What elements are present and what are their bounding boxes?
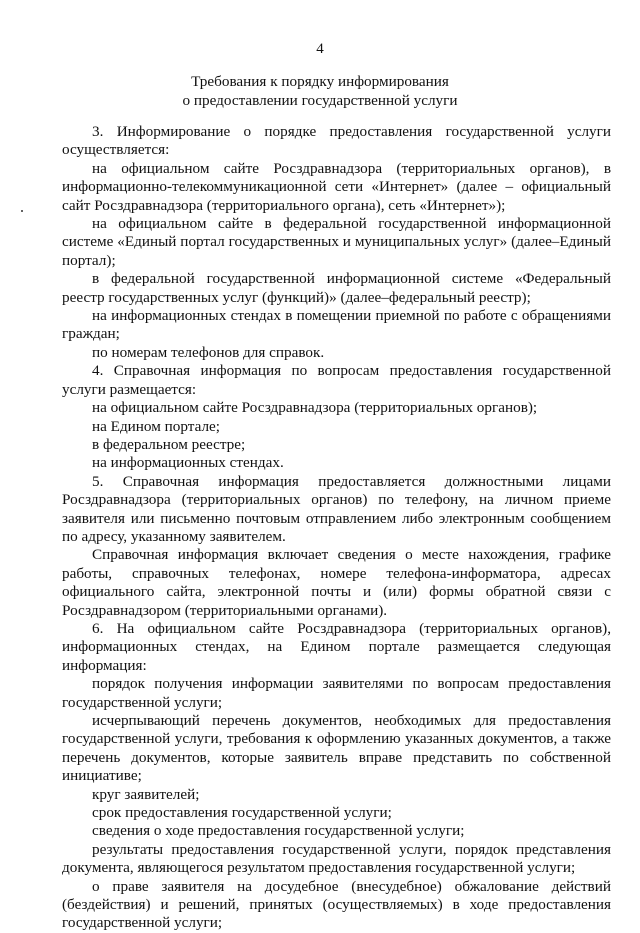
- section-title-line-2: о предоставлении государственной услуги: [182, 92, 458, 109]
- paragraph: на официальном сайте Росздравнадзора (территориальных органов);: [92, 399, 538, 417]
- paragraph: на Едином портале;: [92, 417, 220, 435]
- document-body: [62, 123, 611, 933]
- margin-mark: [21, 210, 23, 212]
- paragraph: на информационных стендах.: [92, 454, 284, 472]
- paragraph: 5. Справочная информация предоставляется должностными лицами Росздравнадзора (территориальных органов) по телефону, на личном приеме заявителя или письменно почтовым отправлением либо электронным сообщением по адресу, указанному заявителем.: [62, 472, 611, 545]
- page-number: 4: [316, 41, 324, 57]
- paragraph: результаты предоставления государственной услуги, порядок представления документа, являющегося результатом предоставления государственной услуги;: [62, 840, 611, 877]
- paragraph: Справочная информация включает сведения о месте нахождения, графике работы, справочных телефонах, номере телефона-информатора, адресах официального сайта, электронной почты и (или) формы обратной связи с Росздравнадзором (территориальными органами).: [62, 546, 611, 619]
- paragraph: в федеральном реестре;: [92, 435, 246, 453]
- paragraph: 6. На официальном сайте Росздравнадзора (территориальных органов), информационных стендах, на Едином портале размещается следующая информация:: [62, 619, 611, 674]
- paragraph: на официальном сайте в федеральной государственной информационной системе «Единый портал государственных и муниципальных услуг» (далее–Единый портал);: [62, 215, 611, 269]
- section-title: [0, 72, 640, 110]
- paragraph: 3. Информирование о порядке предоставления государственной услуги осуществляется:: [62, 123, 611, 159]
- paragraph: 4. Справочная информация по вопросам предоставления государственной услуги размещается:: [62, 362, 611, 398]
- section-title-line-1: Требования к порядку информирования: [191, 73, 449, 90]
- paragraph: в федеральной государственной информационной системе «Федеральный реестр государственных услуг (функций)» (далее–федеральный реестр);: [62, 270, 611, 306]
- paragraph: о праве заявителя на досудебное (внесудебное) обжалование действий (бездействия) и решений, принятых (осуществляемых) в ходе предоставления государственной услуги;: [62, 877, 611, 932]
- paragraph: круг заявителей;: [92, 785, 200, 803]
- paragraph: сведения о ходе предоставления государственной услуги;: [92, 822, 465, 840]
- paragraph: на официальном сайте Росздравнадзора (территориальных органов), в информационно-телекоммуникационной сети «Интернет» (далее – официальный сайт Росздравнадзора (территориального органа), сеть «Интернет»);: [62, 159, 611, 214]
- paragraph: порядок получения информации заявителями по вопросам предоставления государственной услуги;: [62, 675, 611, 711]
- paragraph: по номерам телефонов для справок.: [92, 343, 325, 361]
- paragraph: исчерпывающий перечень документов, необходимых для предоставления государственной услуги, требования к оформлению указанных документов, а также перечень документов, которые заявитель вправе представить по собственной инициативе;: [62, 712, 611, 785]
- paragraph: срок предоставления государственной услуги;: [92, 804, 392, 822]
- paragraph: на информационных стендах в помещении приемной по работе с обращениями граждан;: [62, 307, 611, 343]
